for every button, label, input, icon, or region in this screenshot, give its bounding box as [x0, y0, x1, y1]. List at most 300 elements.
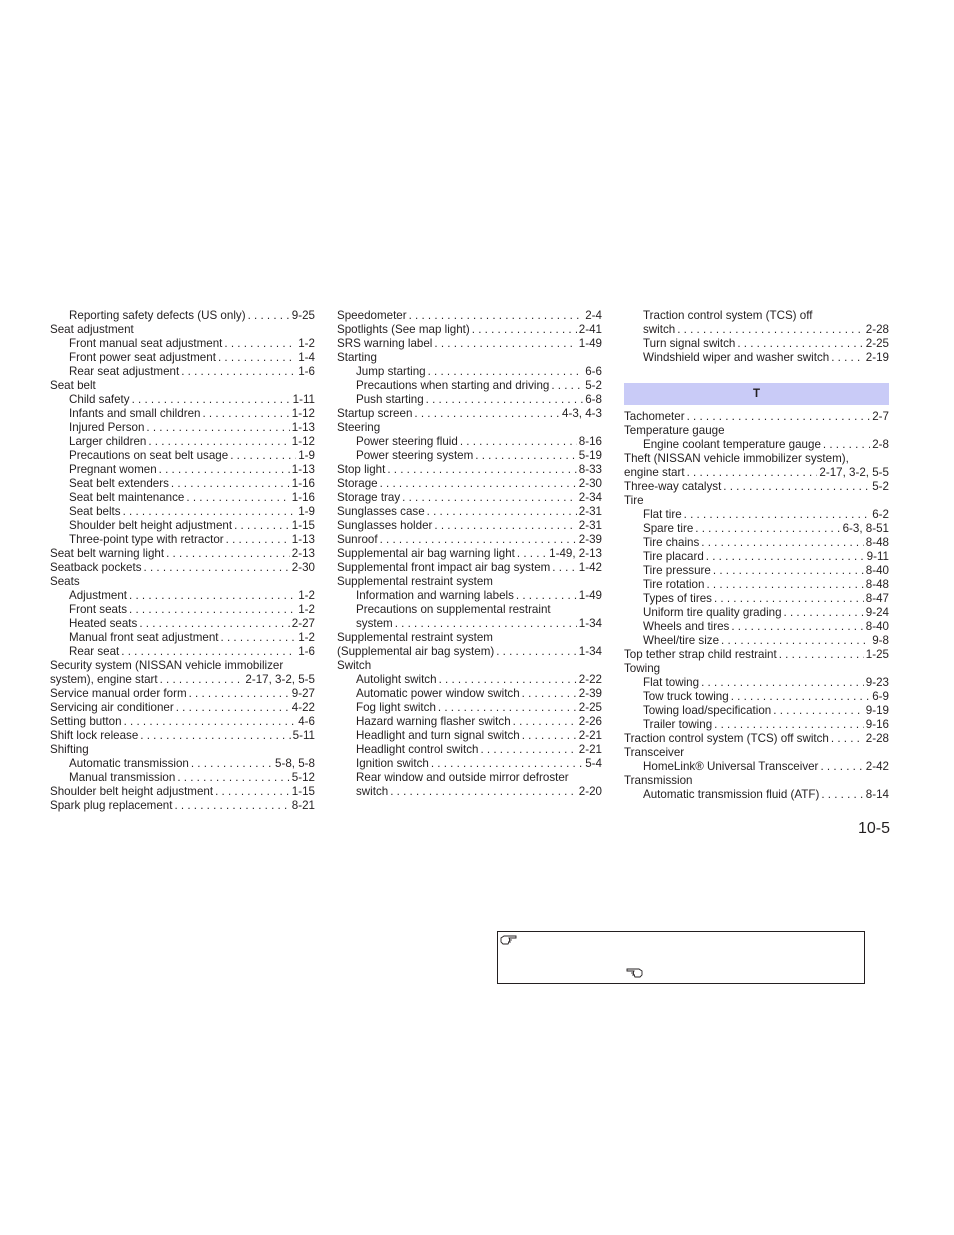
index-entry-engine-start	[624, 466, 889, 480]
index-entry-supplemental-restraint-system: Supplemental restraint system	[337, 575, 493, 588]
dot-leader	[687, 466, 818, 480]
entry-page-ref: 4-6	[298, 715, 315, 728]
index-entry-fog-light-switch	[337, 701, 602, 715]
index-entry-power-steering-fluid	[337, 435, 602, 449]
index-entry-rear-window-and-outside-mirror-defroster: Rear window and outside mirror defroster	[356, 771, 569, 784]
entry-page-ref: 1-49	[578, 337, 602, 350]
dot-leader	[186, 491, 289, 505]
index-entry-supplemental-front-impact-air-bag-system	[337, 561, 602, 575]
index-entry-windshield-wiper-and-washer-switch	[624, 351, 889, 365]
index-column-3-bottom	[624, 410, 889, 802]
entry-page-ref: 8-47	[865, 592, 889, 605]
entry-page-ref: 1-6	[298, 645, 315, 658]
entry-term: Injured Person	[69, 421, 145, 434]
entry-page-ref: 5-8, 5-8	[275, 757, 315, 770]
entry-page-ref: 6-9	[872, 690, 889, 703]
entry-term: Autolight switch	[356, 673, 437, 686]
entry-term: Automatic transmission	[69, 757, 189, 770]
index-entry-reporting-safety-defects-us-only	[50, 309, 315, 323]
dot-leader	[226, 533, 290, 547]
index-entry-steering: Steering	[337, 421, 381, 434]
index-entry-seatback-pockets	[50, 561, 315, 575]
entry-term: Sunroof	[337, 533, 378, 546]
index-entry-tire-rotation	[624, 578, 889, 592]
index-entry-tow-truck-towing	[624, 690, 889, 704]
entry-page-ref: 5-11	[292, 729, 315, 742]
entry-term: Trailer towing	[643, 718, 713, 731]
section-header-t	[624, 383, 889, 405]
dot-leader	[820, 760, 863, 774]
dot-leader	[713, 564, 864, 578]
dot-leader	[189, 687, 290, 701]
index-entry-setting-button	[50, 715, 315, 729]
index-entry-three-way-catalyst	[624, 480, 889, 494]
dot-leader	[831, 351, 864, 365]
dot-leader	[176, 701, 290, 715]
index-column-3-top	[624, 309, 889, 365]
section-letter: T	[752, 388, 761, 400]
dot-leader	[723, 480, 870, 494]
entry-term: Storage tray	[337, 491, 401, 504]
index-entry-spark-plug-replacement	[50, 799, 315, 813]
entry-page-ref: 2-22	[578, 673, 602, 686]
entry-term: Spare tire	[643, 522, 694, 535]
entry-term: Three-way catalyst	[624, 480, 722, 493]
dot-leader	[496, 645, 577, 659]
entry-page-ref: 1-9	[298, 449, 315, 462]
entry-page-ref: 2-34	[578, 491, 602, 504]
entry-page-ref: 2-30	[578, 477, 602, 490]
entry-page-ref: 2-28	[865, 732, 889, 745]
index-entry-adjustment	[50, 589, 315, 603]
entry-term: Reporting safety defects (US only)	[69, 309, 246, 322]
index-entry-tire-pressure	[624, 564, 889, 578]
pointing-hand-right-icon[interactable]	[500, 934, 518, 946]
index-entry-automatic-transmission	[50, 757, 315, 771]
index-entry-starting: Starting	[337, 351, 377, 364]
index-entry-supplemental-air-bag-system	[337, 645, 602, 659]
page-number: 10-5	[858, 820, 891, 837]
entry-term: Tire chains	[643, 536, 700, 549]
entry-term: Power steering system	[356, 449, 474, 462]
entry-page-ref: 5-12	[291, 771, 315, 784]
index-entry-rear-seat	[50, 645, 315, 659]
entry-term: Child safety	[69, 393, 130, 406]
entry-page-ref: 2-39	[578, 533, 602, 546]
entry-page-ref: 5-2	[585, 379, 602, 392]
dot-leader	[427, 505, 577, 519]
entry-page-ref: 9-24	[865, 606, 889, 619]
dot-leader	[380, 477, 577, 491]
index-entry-front-seats	[50, 603, 315, 617]
index-entry-spotlights-see-map-light	[337, 323, 602, 337]
section-spacer	[624, 365, 889, 383]
index-column-2	[337, 309, 602, 799]
dot-leader	[129, 603, 296, 617]
entry-term: Types of tires	[643, 592, 712, 605]
index-entry-servicing-air-conditioner	[50, 701, 315, 715]
dot-leader	[706, 578, 863, 592]
entry-term: Pregnant women	[69, 463, 157, 476]
entry-page-ref: 1-42	[578, 561, 602, 574]
entry-page-ref: 2-42	[865, 760, 889, 773]
dot-leader	[773, 704, 864, 718]
entry-term: Shoulder belt height adjustment	[50, 785, 214, 798]
dot-leader	[140, 729, 290, 743]
index-entry-heated-seats	[50, 617, 315, 631]
dot-leader	[166, 547, 290, 561]
index-entry-types-of-tires	[624, 592, 889, 606]
entry-term: Top tether strap child restraint	[624, 648, 777, 661]
index-entry-speedometer	[337, 309, 602, 323]
dot-leader	[387, 463, 576, 477]
entry-term: Speedometer	[337, 309, 407, 322]
entry-page-ref: 2-20	[578, 785, 602, 798]
dot-leader	[426, 393, 584, 407]
index-entry-rear-seat-adjustment	[50, 365, 315, 379]
entry-term: SRS warning label	[337, 337, 433, 350]
entry-term: Seat belt extenders	[69, 477, 169, 490]
dot-leader	[230, 449, 296, 463]
entry-page-ref: 8-40	[865, 564, 889, 577]
index-entry-front-power-seat-adjustment	[50, 351, 315, 365]
entry-term: Front manual seat adjustment	[69, 337, 223, 350]
dot-leader	[402, 491, 577, 505]
entry-page-ref: 6-3, 8-51	[842, 522, 889, 535]
entry-page-ref: 1-13	[291, 421, 315, 434]
entry-page-ref: 8-33	[578, 463, 602, 476]
index-entry-stop-light	[337, 463, 602, 477]
entry-term: switch	[643, 323, 676, 336]
dot-leader	[677, 323, 864, 337]
entry-page-ref: 1-2	[298, 589, 315, 602]
entry-page-ref: 2-21	[578, 743, 602, 756]
entry-page-ref: 6-6	[585, 365, 602, 378]
index-entry-autolight-switch	[337, 673, 602, 687]
entry-term: Tire rotation	[643, 578, 705, 591]
entry-page-ref: 9-23	[865, 676, 889, 689]
index-entry-flat-towing	[624, 676, 889, 690]
dot-leader	[434, 519, 576, 533]
dot-leader	[684, 508, 871, 522]
index-entry-tire-placard	[624, 550, 889, 564]
entry-term: Storage	[337, 477, 378, 490]
entry-term: Power steering fluid	[356, 435, 458, 448]
entry-term: Precautions when starting and driving	[356, 379, 550, 392]
index-entry-wheels-and-tires	[624, 620, 889, 634]
dot-leader	[132, 393, 291, 407]
entry-page-ref: 2-30	[291, 561, 315, 574]
entry-term: Traction control system (TCS) off switch	[624, 732, 829, 745]
entry-page-ref: 5-4	[585, 757, 602, 770]
entry-page-ref: 2-27	[291, 617, 315, 630]
entry-term: Fog light switch	[356, 701, 436, 714]
entry-page-ref: 8-16	[578, 435, 602, 448]
index-entry-security-system-nissan-vehicle-immobiliz: Security system (NISSAN vehicle immobilizer	[50, 659, 284, 672]
dot-leader	[409, 309, 584, 323]
dot-leader	[380, 533, 577, 547]
dot-leader	[202, 407, 289, 421]
entry-term: Seat belts	[69, 505, 121, 518]
entry-term: Tire pressure	[643, 564, 711, 577]
entry-term: Automatic power window switch	[356, 687, 520, 700]
index-entry-infants-and-small-children	[50, 407, 315, 421]
entry-term: Sunglasses case	[337, 505, 425, 518]
dot-leader	[438, 701, 577, 715]
index-entry-seat-belt: Seat belt	[50, 379, 96, 392]
dot-leader	[552, 561, 576, 575]
index-entry-precautions-on-supplemental-restraint: Precautions on supplemental restraint	[356, 603, 551, 616]
index-entry-service-manual-order-form	[50, 687, 315, 701]
entry-term: Tire placard	[643, 550, 704, 563]
dot-leader	[144, 561, 290, 575]
entry-term: Manual transmission	[69, 771, 176, 784]
entry-term: Adjustment	[69, 589, 127, 602]
entry-term: Headlight and turn signal switch	[356, 729, 520, 742]
dot-leader	[434, 337, 576, 351]
entry-term: Manual front seat adjustment	[69, 631, 219, 644]
entry-page-ref: 1-15	[291, 785, 315, 798]
entry-page-ref: 1-2	[298, 603, 315, 616]
entry-term: Wheel/tire size	[643, 634, 720, 647]
index-entry-spare-tire	[624, 522, 889, 536]
index-entry-child-safety	[50, 393, 315, 407]
entry-page-ref: 1-6	[298, 365, 315, 378]
index-entry-shifting: Shifting	[50, 743, 89, 756]
index-entry-storage	[337, 477, 602, 491]
entry-term: system), engine start	[50, 673, 158, 686]
index-entry-uniform-tire-quality-grading	[624, 606, 889, 620]
dot-leader	[414, 407, 560, 421]
index-entry-manual-front-seat-adjustment	[50, 631, 315, 645]
entry-page-ref: 1-16	[291, 491, 315, 504]
index-entry-pregnant-women	[50, 463, 315, 477]
index-entry-srs-warning-label	[337, 337, 602, 351]
pointing-hand-left-icon[interactable]	[625, 967, 643, 979]
dot-leader	[706, 550, 865, 564]
index-entry-front-manual-seat-adjustment	[50, 337, 315, 351]
entry-page-ref: 9-19	[865, 704, 889, 717]
entry-page-ref: 1-49	[578, 589, 602, 602]
entry-page-ref: 2-19	[865, 351, 889, 364]
index-entry-engine-coolant-temperature-gauge	[624, 438, 889, 452]
dot-leader	[517, 547, 547, 561]
entry-term: Three-point type with retractor	[69, 533, 224, 546]
index-entry-towing: Towing	[624, 662, 661, 675]
entry-term: Sunglasses holder	[337, 519, 433, 532]
dot-leader	[721, 634, 870, 648]
dot-leader	[234, 519, 290, 533]
entry-page-ref: 2-17, 3-2, 5-5	[245, 673, 315, 686]
index-entry-top-tether-strap-child-restraint	[624, 648, 889, 662]
entry-page-ref: 2-28	[865, 323, 889, 336]
dot-leader	[460, 435, 577, 449]
index-entry-shift-lock-release	[50, 729, 315, 743]
entry-term: Supplemental front impact air bag system	[337, 561, 551, 574]
index-entry-tachometer	[624, 410, 889, 424]
entry-page-ref: 2-41	[578, 323, 602, 336]
index-entry-switch	[624, 323, 889, 337]
index-entry-transmission: Transmission	[624, 774, 693, 787]
index-entry-storage-tray	[337, 491, 602, 505]
entry-page-ref: 9-8	[872, 634, 889, 647]
dot-leader	[139, 617, 289, 631]
entry-page-ref: 1-12	[291, 407, 315, 420]
dot-leader	[390, 785, 577, 799]
index-entry-precautions-when-starting-and-driving	[337, 379, 602, 393]
entry-page-ref: 1-4	[298, 351, 315, 364]
index-entry-injured-person	[50, 421, 315, 435]
index-entry-information-and-warning-labels	[337, 589, 602, 603]
dot-leader	[224, 337, 296, 351]
entry-page-ref: 2-4	[585, 309, 602, 322]
entry-page-ref: 2-21	[578, 729, 602, 742]
dot-leader	[428, 365, 584, 379]
index-entry-switch	[337, 785, 602, 799]
entry-page-ref: 1-25	[865, 648, 889, 661]
index-entry-transceiver: Transceiver	[624, 746, 685, 759]
entry-page-ref: 8-48	[865, 536, 889, 549]
entry-page-ref: 4-22	[291, 701, 315, 714]
entry-term: Jump starting	[356, 365, 426, 378]
entry-page-ref: 9-27	[291, 687, 315, 700]
entry-page-ref: 6-8	[585, 393, 602, 406]
dot-leader	[215, 785, 290, 799]
entry-term: Supplemental air bag warning light	[337, 547, 515, 560]
entry-term: Information and warning labels	[356, 589, 514, 602]
index-entry-automatic-transmission-fluid-atf	[624, 788, 889, 802]
dot-leader	[701, 536, 864, 550]
entry-term: engine start	[624, 466, 685, 479]
dot-leader	[695, 522, 840, 536]
entry-term: Shift lock release	[50, 729, 139, 742]
entry-page-ref: 9-16	[865, 718, 889, 731]
dot-leader	[516, 589, 577, 603]
entry-term: Heated seats	[69, 617, 138, 630]
dot-leader	[218, 351, 296, 365]
dot-leader	[129, 589, 296, 603]
index-entry-seat-belts	[50, 505, 315, 519]
entry-page-ref: 2-25	[865, 337, 889, 350]
entry-term: Hazard warning flasher switch	[356, 715, 511, 728]
index-entry-supplemental-air-bag-warning-light	[337, 547, 602, 561]
index-entry-sunroof	[337, 533, 602, 547]
entry-page-ref: 1-9	[298, 505, 315, 518]
entry-term: Seatback pockets	[50, 561, 142, 574]
entry-page-ref: 1-12	[291, 435, 315, 448]
entry-term: Wheels and tires	[643, 620, 730, 633]
entry-page-ref: 2-8	[872, 438, 889, 451]
entry-page-ref: 2-26	[578, 715, 602, 728]
dot-leader	[160, 673, 244, 687]
entry-term: Rear seat	[69, 645, 120, 658]
dot-leader	[475, 449, 577, 463]
entry-term: Flat tire	[643, 508, 682, 521]
entry-term: Tachometer	[624, 410, 685, 423]
entry-page-ref: 4-3, 4-3	[562, 407, 602, 420]
index-entry-seats: Seats	[50, 575, 80, 588]
dot-leader	[148, 435, 289, 449]
index-entry-larger-children	[50, 435, 315, 449]
entry-term: Automatic transmission fluid (ATF)	[643, 788, 820, 801]
entry-term: Seat belt warning light	[50, 547, 165, 560]
entry-term: system	[356, 617, 393, 630]
index-entry-hazard-warning-flasher-switch	[337, 715, 602, 729]
dot-leader	[821, 788, 863, 802]
entry-page-ref: 1-16	[291, 477, 315, 490]
index-entry-seat-belt-maintenance	[50, 491, 315, 505]
entry-page-ref: 2-39	[578, 687, 602, 700]
index-entry-sunglasses-holder	[337, 519, 602, 533]
entry-term: Shoulder belt height adjustment	[69, 519, 233, 532]
entry-page-ref: 2-17, 3-2, 5-5	[819, 466, 889, 479]
index-entry-precautions-on-seat-belt-usage	[50, 449, 315, 463]
entry-term: (Supplemental air bag system)	[337, 645, 495, 658]
entry-term: Spotlights (See map light)	[337, 323, 470, 336]
entry-page-ref: 9-11	[866, 550, 889, 563]
dot-leader	[714, 592, 864, 606]
dot-leader	[191, 757, 273, 771]
dot-leader	[701, 676, 864, 690]
index-entry-manual-transmission	[50, 771, 315, 785]
dot-leader	[779, 648, 864, 662]
dot-leader	[513, 715, 577, 729]
entry-term: Servicing air conditioner	[50, 701, 174, 714]
index-entry-tire-chains	[624, 536, 889, 550]
index-entry-automatic-power-window-switch	[337, 687, 602, 701]
dot-leader	[431, 757, 583, 771]
entry-page-ref: 1-11	[292, 393, 315, 406]
entry-page-ref: 8-21	[291, 799, 315, 812]
dot-leader	[159, 463, 290, 477]
entry-page-ref: 1-2	[298, 337, 315, 350]
dot-leader	[731, 690, 871, 704]
dot-leader	[121, 645, 296, 659]
index-entry-traction-control-system-tcs-off: Traction control system (TCS) off	[643, 309, 813, 322]
dot-leader	[177, 771, 289, 785]
entry-term: Towing load/specification	[643, 704, 772, 717]
dot-leader	[731, 620, 863, 634]
index-entry-theft-nissan-vehicle-immobilizer-system: Theft (NISSAN vehicle immobilizer system),	[624, 452, 849, 465]
index-entry-wheel-tire-size	[624, 634, 889, 648]
dot-leader	[823, 438, 870, 452]
entry-term: Seat belt maintenance	[69, 491, 185, 504]
entry-term: Spark plug replacement	[50, 799, 173, 812]
entry-page-ref: 2-31	[578, 519, 602, 532]
index-entry-seat-belt-extenders	[50, 477, 315, 491]
index-entry-shoulder-belt-height-adjustment	[50, 785, 315, 799]
index-entry-three-point-type-with-retractor	[50, 533, 315, 547]
entry-term: Engine coolant temperature gauge	[643, 438, 821, 451]
footer-navigation-box	[497, 931, 865, 984]
entry-page-ref: 2-25	[578, 701, 602, 714]
entry-term: switch	[356, 785, 389, 798]
index-column-1	[50, 309, 315, 813]
index-entry-sunglasses-case	[337, 505, 602, 519]
entry-page-ref: 5-19	[578, 449, 602, 462]
dot-leader	[146, 421, 289, 435]
entry-term: Tow truck towing	[643, 690, 729, 703]
entry-term: Precautions on seat belt usage	[69, 449, 229, 462]
index-entry-seat-adjustment: Seat adjustment	[50, 323, 134, 336]
entry-term: Ignition switch	[356, 757, 429, 770]
entry-term: HomeLink® Universal Transceiver	[643, 760, 819, 773]
entry-term: Flat towing	[643, 676, 700, 689]
dot-leader	[124, 715, 297, 729]
index-entry-supplemental-restraint-system: Supplemental restraint system	[337, 631, 493, 644]
dot-leader	[395, 617, 577, 631]
index-entry-system-engine-start	[50, 673, 315, 687]
